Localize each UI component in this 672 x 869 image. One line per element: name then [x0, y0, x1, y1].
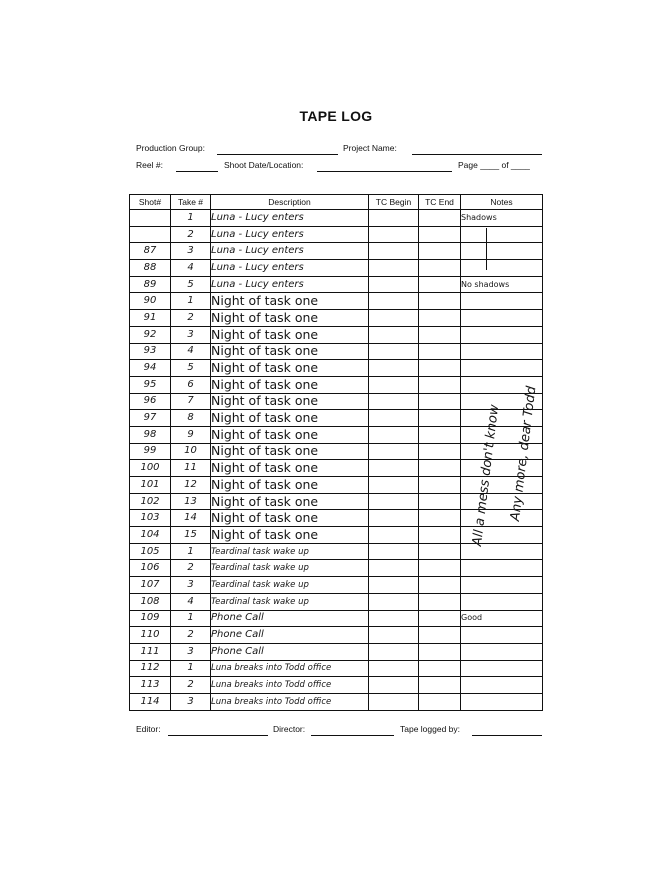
description-cell: Night of task one	[211, 393, 369, 410]
tc-end-cell	[419, 593, 461, 610]
table-row	[130, 243, 543, 260]
description-cell: Night of task one	[211, 310, 369, 327]
take-cell: 2	[171, 310, 211, 327]
header-fields-row-1	[136, 143, 542, 157]
take-cell: 11	[171, 460, 211, 477]
tc-begin-cell	[369, 460, 419, 477]
tc-begin-cell	[369, 376, 419, 393]
description-cell: Luna breaks into Todd office	[211, 693, 369, 710]
shot-cell: 89	[130, 276, 171, 293]
tc-begin-cell	[369, 493, 419, 510]
project-name-field[interactable]	[412, 154, 542, 155]
table-row	[130, 276, 543, 293]
tc-end-cell	[419, 326, 461, 343]
take-cell: 2	[171, 627, 211, 644]
table-row	[130, 560, 543, 577]
column-header-notes: Notes	[461, 195, 543, 210]
table-row	[130, 376, 543, 393]
editor-field[interactable]	[168, 735, 268, 736]
tc-begin-cell	[369, 343, 419, 360]
column-header-shot: Shot#	[130, 195, 171, 210]
tc-end-cell	[419, 243, 461, 260]
tc-end-cell	[419, 393, 461, 410]
shot-cell: 91	[130, 310, 171, 327]
shoot-date-location-field[interactable]	[317, 171, 452, 172]
shot-cell: 106	[130, 560, 171, 577]
shot-cell: 112	[130, 660, 171, 677]
tc-begin-cell	[369, 226, 419, 243]
take-cell: 9	[171, 426, 211, 443]
notes-continuation-line	[486, 228, 487, 270]
tc-begin-cell	[369, 276, 419, 293]
tc-end-cell	[419, 210, 461, 227]
description-cell: Luna - Lucy enters	[211, 260, 369, 277]
table-row	[130, 677, 543, 694]
tc-end-cell	[419, 560, 461, 577]
tc-end-cell	[419, 627, 461, 644]
take-cell: 3	[171, 326, 211, 343]
tc-begin-cell	[369, 293, 419, 310]
notes-cell	[461, 343, 543, 360]
production-group-field[interactable]	[217, 154, 338, 155]
tc-begin-cell	[369, 360, 419, 377]
description-cell: Phone Call	[211, 627, 369, 644]
shot-cell: 98	[130, 426, 171, 443]
take-cell: 4	[171, 593, 211, 610]
table-row	[130, 593, 543, 610]
shoot-date-location-label: Shoot Date/Location:	[224, 160, 304, 170]
notes-cell	[461, 226, 543, 243]
shot-cell: 93	[130, 343, 171, 360]
table-row	[130, 693, 543, 710]
tc-begin-cell	[369, 310, 419, 327]
shot-cell: 101	[130, 477, 171, 494]
tc-begin-cell	[369, 243, 419, 260]
description-cell: Night of task one	[211, 360, 369, 377]
page-title: TAPE LOG	[299, 108, 373, 124]
reel-field[interactable]	[176, 171, 218, 172]
notes-cell	[461, 677, 543, 694]
tc-end-cell	[419, 410, 461, 427]
description-cell: Night of task one	[211, 343, 369, 360]
shot-cell: 103	[130, 510, 171, 527]
take-cell: 5	[171, 360, 211, 377]
tc-begin-cell	[369, 510, 419, 527]
tc-end-cell	[419, 677, 461, 694]
tc-end-cell	[419, 426, 461, 443]
column-header-tc-end: TC End	[419, 195, 461, 210]
tc-begin-cell	[369, 443, 419, 460]
tc-begin-cell	[369, 627, 419, 644]
tc-begin-cell	[369, 543, 419, 560]
shot-cell: 102	[130, 493, 171, 510]
shot-cell: 108	[130, 593, 171, 610]
description-cell: Night of task one	[211, 443, 369, 460]
tc-end-cell	[419, 360, 461, 377]
take-cell: 2	[171, 560, 211, 577]
take-cell: 4	[171, 343, 211, 360]
notes-cell	[461, 493, 543, 510]
shot-cell	[130, 210, 171, 227]
notes-cell	[461, 243, 543, 260]
shot-cell: 96	[130, 393, 171, 410]
tc-end-cell	[419, 660, 461, 677]
description-cell: Night of task one	[211, 477, 369, 494]
page-count-label: Page ____ of ____	[458, 160, 530, 170]
tc-end-cell	[419, 693, 461, 710]
tc-begin-cell	[369, 643, 419, 660]
shot-cell	[130, 226, 171, 243]
tape-logged-by-field[interactable]	[472, 735, 542, 736]
shot-cell: 94	[130, 360, 171, 377]
description-cell: Night of task one	[211, 410, 369, 427]
column-header-take: Take #	[171, 195, 211, 210]
table-row	[130, 210, 543, 227]
tc-end-cell	[419, 610, 461, 627]
notes-cell	[461, 260, 543, 277]
shot-cell: 88	[130, 260, 171, 277]
take-cell: 3	[171, 693, 211, 710]
shot-cell: 113	[130, 677, 171, 694]
take-cell: 1	[171, 660, 211, 677]
tc-end-cell	[419, 276, 461, 293]
description-cell: Night of task one	[211, 460, 369, 477]
shot-cell: 111	[130, 643, 171, 660]
shot-cell: 114	[130, 693, 171, 710]
tc-begin-cell	[369, 210, 419, 227]
column-header-tc-begin: TC Begin	[369, 195, 419, 210]
project-name-label: Project Name:	[343, 143, 397, 153]
tc-end-cell	[419, 310, 461, 327]
tc-end-cell	[419, 543, 461, 560]
description-cell: Night of task one	[211, 326, 369, 343]
take-cell: 6	[171, 376, 211, 393]
tc-end-cell	[419, 260, 461, 277]
tc-begin-cell	[369, 693, 419, 710]
tc-begin-cell	[369, 410, 419, 427]
tc-begin-cell	[369, 610, 419, 627]
shot-cell: 110	[130, 627, 171, 644]
production-group-label: Production Group:	[136, 143, 205, 153]
tc-begin-cell	[369, 527, 419, 544]
notes-cell	[461, 310, 543, 327]
shot-cell: 105	[130, 543, 171, 560]
notes-cell	[461, 593, 543, 610]
tc-begin-cell	[369, 677, 419, 694]
tc-end-cell	[419, 343, 461, 360]
table-row	[130, 393, 543, 410]
notes-cell	[461, 627, 543, 644]
notes-cell	[461, 577, 543, 594]
tc-end-cell	[419, 577, 461, 594]
shot-cell: 99	[130, 443, 171, 460]
table-row	[130, 410, 543, 427]
shot-cell: 92	[130, 326, 171, 343]
shot-cell: 109	[130, 610, 171, 627]
table-row	[130, 610, 543, 627]
take-cell: 5	[171, 276, 211, 293]
take-cell: 10	[171, 443, 211, 460]
take-cell: 14	[171, 510, 211, 527]
description-cell: Luna breaks into Todd office	[211, 677, 369, 694]
description-cell: Phone Call	[211, 643, 369, 660]
description-cell: Teardinal task wake up	[211, 543, 369, 560]
table-row	[130, 627, 543, 644]
tc-begin-cell	[369, 560, 419, 577]
notes-cell: Shadows	[461, 210, 543, 227]
notes-cell	[461, 560, 543, 577]
description-cell: Teardinal task wake up	[211, 577, 369, 594]
vertical-note-left: All a mess don't know	[470, 403, 503, 547]
table-row	[130, 577, 543, 594]
tc-end-cell	[419, 643, 461, 660]
description-cell: Luna - Lucy enters	[211, 243, 369, 260]
description-cell: Phone Call	[211, 610, 369, 627]
director-field[interactable]	[311, 735, 394, 736]
notes-cell: No shadows	[461, 276, 543, 293]
table-row	[130, 660, 543, 677]
shot-cell: 100	[130, 460, 171, 477]
table-row	[130, 643, 543, 660]
tc-begin-cell	[369, 393, 419, 410]
take-cell: 7	[171, 393, 211, 410]
take-cell: 3	[171, 243, 211, 260]
table-row	[130, 226, 543, 243]
notes-cell	[461, 660, 543, 677]
take-cell: 1	[171, 293, 211, 310]
notes-cell: Good	[461, 610, 543, 627]
shot-cell: 104	[130, 527, 171, 544]
table-row	[130, 326, 543, 343]
tc-begin-cell	[369, 477, 419, 494]
description-cell: Luna - Lucy enters	[211, 276, 369, 293]
tc-begin-cell	[369, 593, 419, 610]
notes-cell	[461, 360, 543, 377]
tc-begin-cell	[369, 326, 419, 343]
take-cell: 2	[171, 677, 211, 694]
description-cell: Night of task one	[211, 426, 369, 443]
notes-cell	[461, 693, 543, 710]
tc-end-cell	[419, 510, 461, 527]
shot-cell: 95	[130, 376, 171, 393]
description-cell: Teardinal task wake up	[211, 593, 369, 610]
description-cell: Night of task one	[211, 493, 369, 510]
description-cell: Teardinal task wake up	[211, 560, 369, 577]
table-header-row	[130, 195, 543, 210]
shot-cell: 90	[130, 293, 171, 310]
director-label: Director:	[273, 724, 306, 734]
table-row	[130, 426, 543, 443]
table-row	[130, 293, 543, 310]
tc-begin-cell	[369, 660, 419, 677]
table-row	[130, 260, 543, 277]
tc-end-cell	[419, 376, 461, 393]
take-cell: 1	[171, 210, 211, 227]
take-cell: 1	[171, 543, 211, 560]
column-header-description: Description	[211, 195, 369, 210]
tc-end-cell	[419, 443, 461, 460]
description-cell: Night of task one	[211, 510, 369, 527]
notes-cell	[461, 643, 543, 660]
tc-end-cell	[419, 226, 461, 243]
tape-logged-by-label: Tape logged by:	[400, 724, 461, 734]
description-cell: Night of task one	[211, 527, 369, 544]
description-cell: Night of task one	[211, 376, 369, 393]
tc-end-cell	[419, 477, 461, 494]
vertical-note-right: Any more, dear Todd	[508, 385, 540, 522]
table-row	[130, 310, 543, 327]
take-cell: 1	[171, 610, 211, 627]
editor-label: Editor:	[136, 724, 161, 734]
tc-begin-cell	[369, 426, 419, 443]
description-cell: Luna - Lucy enters	[211, 226, 369, 243]
notes-cell	[461, 293, 543, 310]
take-cell: 3	[171, 577, 211, 594]
table-row	[130, 343, 543, 360]
tc-begin-cell	[369, 260, 419, 277]
header-fields-row-2	[136, 160, 542, 174]
description-cell: Night of task one	[211, 293, 369, 310]
tc-end-cell	[419, 293, 461, 310]
notes-cell	[461, 543, 543, 560]
shot-cell: 97	[130, 410, 171, 427]
tc-begin-cell	[369, 577, 419, 594]
take-cell: 15	[171, 527, 211, 544]
footer-signatures	[136, 724, 542, 738]
take-cell: 2	[171, 226, 211, 243]
take-cell: 3	[171, 643, 211, 660]
notes-cell	[461, 326, 543, 343]
tc-end-cell	[419, 493, 461, 510]
shot-cell: 87	[130, 243, 171, 260]
take-cell: 12	[171, 477, 211, 494]
tc-end-cell	[419, 460, 461, 477]
take-cell: 13	[171, 493, 211, 510]
notes-cell	[461, 477, 543, 494]
description-cell: Luna breaks into Todd office	[211, 660, 369, 677]
take-cell: 8	[171, 410, 211, 427]
take-cell: 4	[171, 260, 211, 277]
tc-end-cell	[419, 527, 461, 544]
description-cell: Luna - Lucy enters	[211, 210, 369, 227]
reel-label: Reel #:	[136, 160, 163, 170]
table-row	[130, 360, 543, 377]
shot-cell: 107	[130, 577, 171, 594]
